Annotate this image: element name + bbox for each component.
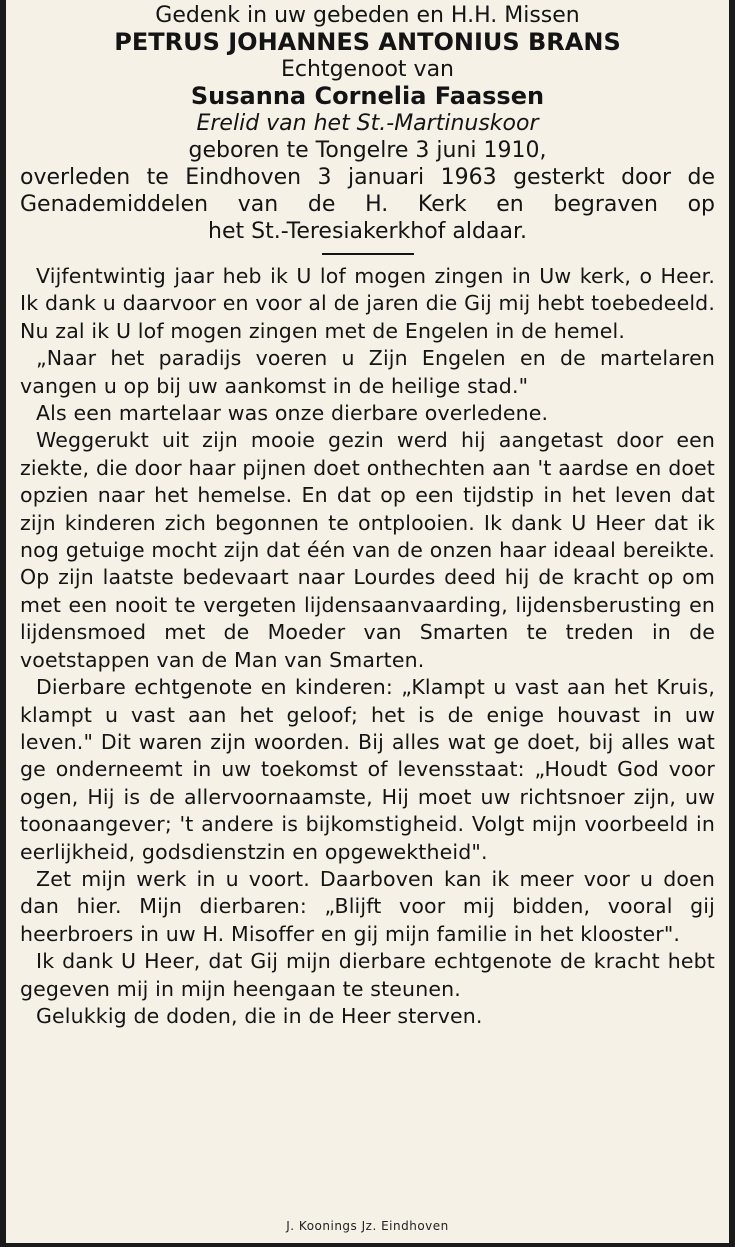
paragraph: Gelukkig de doden, die in de Heer sterven. [36,1003,483,1028]
printer-credit: J. Koonings Jz. Eindhoven [286,1219,449,1233]
death-line-3: het St.-Teresiakerkhof aldaar. [208,219,527,244]
paragraph: Ik dank U Heer, dat Gij mijn dierbare echtgenote de kracht hebt gegeven mij in mijn heengaan te steunen. [20,949,715,1001]
death-line-2: Genademiddelen van de H. Kerk en begraven op [20,192,715,217]
paragraph: Als een martelaar was onze dierbare overledene. [36,401,549,426]
paragraph: Dierbare echtgenote en kinderen: „Klampt u vast aan het Kruis, klampt u vast aan het geloof; het is de enige houvast in uw leven." Dit waren zijn woorden. Bij alles wat ge doet, bij alles wat ge onderneemt in uw toekomst of levensstaat: „Houdt God voor ogen, Hij is de allervoornaamste, Hij moet uw richtsnoer zijn, uw toonaangever; 't andere is bijkomstigheid. Volgt mijn voorbeeld in eerlijkheid, godsdienstzin en opgewektheid". [20,675,715,864]
paragraph: Zet mijn werk in u voort. Daarboven kan ik meer voor u doen dan hier. Mijn dierbaren: „Blijft voor mij bidden, vooral gij heerbroers in uw H. Misoffer en gij mijn familie in het klooster". [20,866,715,946]
death-line-1: overleden te Eindhoven 3 januari 1963 gesterkt door de [20,165,715,190]
paragraph: Vijfentwintig jaar heb ik U lof mogen zingen in Uw kerk, o Heer. Ik dank u daarvoor en voor al de jaren die Gij mij hebt toebedeeld. Nu zal ik U lof mogen zingen met de Engelen in de hemel. [20,264,715,343]
honor-title: Erelid van het St.-Martinuskoor [196,111,539,136]
deceased-name: PETRUS JOHANNES ANTONIUS BRANS [114,28,621,56]
card-header [20,2,715,245]
birth-line: geboren te Tongelre 3 juni 1910, [188,138,547,163]
divider [322,253,414,255]
prayer-request: Gedenk in uw gebeden en H.H. Missen [155,3,580,28]
spouse-intro: Echtgenoot van [281,57,454,82]
paragraph: Weggerukt uit zijn mooie gezin werd hij aangetast door een ziekte, die door haar pijnen doet onthechten aan 't aardse en doet opzien naar het hemelse. En dat op een tijdstip in het leven dat zijn kinderen zich begonnen te ontplooien. Ik dank U Heer dat ik nog getuige mocht zijn dat één van de onzen haar ideaal bereikte. Op zijn laatste bedevaart naar Lourdes deed hij de kracht op om met een nooit te vergeten lijdensaanvaarding, lijdensberusting en lijdensmoed met de Moeder van Smarten te treden in de voetstappen van de Man van Smarten. [20,428,715,672]
memorial-text [20,263,715,1030]
memorial-card [6,0,729,1243]
spouse-name: Susanna Cornelia Faassen [190,82,545,110]
paragraph: „Naar het paradijs voeren u Zijn Engelen en de martelaren vangen u op bij uw aankomst in de heilige stad." [20,346,715,398]
